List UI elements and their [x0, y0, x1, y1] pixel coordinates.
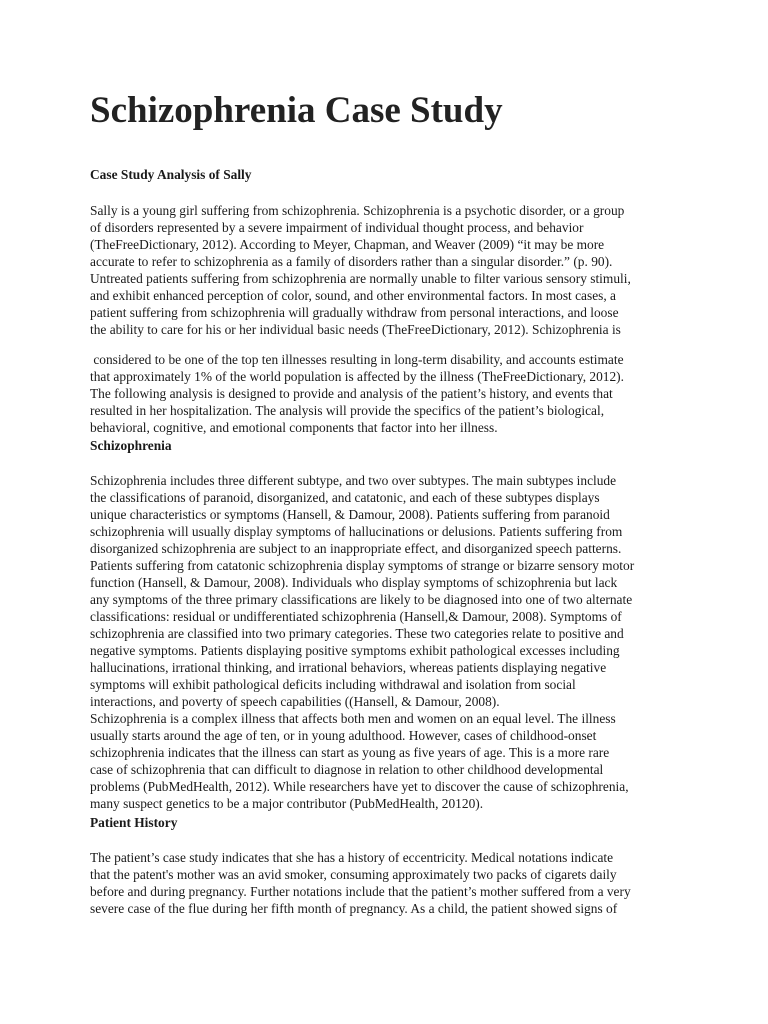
text-line: schizophrenia indicates that the illness can start as young as five years of age. This is a more rare: [90, 745, 610, 760]
text-line: resulted in her hospitalization. The analysis will provide the specifics of the patient’s biological,: [90, 403, 605, 418]
text-line: Schizophrenia is a complex illness that affects both men and women on an equal level. The illness: [90, 711, 616, 726]
text-line: of disorders represented by a severe impairment of individual thought process, and behavior: [90, 220, 584, 235]
text-line: symptoms will exhibit pathological deficits including withdrawal and isolation from social: [90, 677, 576, 692]
intro-paragraph: [90, 202, 631, 338]
text-line: accurate to refer to schizophrenia as a family of disorders rather than a singular disorder.” (p. 90).: [90, 254, 613, 269]
text-line: that approximately 1% of the world population is affected by the illness (TheFreeDictionary, 2012).: [90, 369, 624, 384]
text-line: severe case of the flue during her fifth month of pregnancy. As a child, the patient showed signs of: [90, 901, 618, 916]
text-line: negative symptoms. Patients displaying positive symptoms exhibit pathological excesses including: [90, 643, 620, 658]
overview-paragraph: [90, 351, 624, 436]
text-line: Patients suffering from catatonic schizophrenia display symptoms of strange or bizarre sensory motor: [90, 558, 635, 573]
text-line: schizophrenia will usually display symptoms of hallucinations or delusions. Patients suffering from: [90, 524, 623, 539]
text-line: The patient’s case study indicates that she has a history of eccentricity. Medical notations indicate: [90, 850, 614, 865]
text-line: Untreated patients suffering from schizophrenia are normally unable to filter various sensory stimuli,: [90, 271, 631, 286]
text-line: Schizophrenia includes three different subtype, and two over subtypes. The main subtypes include: [90, 473, 617, 488]
text-line: the ability to care for his or her individual basic needs (TheFreeDictionary, 2012). Schizophrenia is: [90, 322, 621, 337]
text-line: problems (PubMedHealth, 2012). While researchers have yet to discover the cause of schizophrenia,: [90, 779, 629, 794]
text-line: function (Hansell, & Damour, 2008). Individuals who display symptoms of schizophrenia but lack: [90, 575, 618, 590]
text-line: Sally is a young girl suffering from schizophrenia. Schizophrenia is a psychotic disorder, or a group: [90, 203, 625, 218]
text-line: The following analysis is designed to provide and analysis of the patient’s history, and events that: [90, 386, 613, 401]
schizophrenia-paragraph: [90, 472, 634, 812]
text-line: that the patent's mother was an avid smoker, consuming approximately two packs of cigarets daily: [90, 867, 617, 882]
text-line: interactions, and poverty of speech capabilities ((Hansell, & Damour, 2008).: [90, 694, 500, 709]
text-line: considered to be one of the top ten illnesses resulting in long-term disability, and accounts estimate: [90, 352, 624, 367]
text-line: unique characteristics or symptoms (Hansell, & Damour, 2008). Patients suffering from paranoid: [90, 507, 610, 522]
text-line: many suspect genetics to be a major contributor (PubMedHealth, 20120).: [90, 796, 484, 811]
text-line: any symptoms of the three primary classifications are likely to be diagnosed into one of two alternate: [90, 592, 633, 607]
text-line: case of schizophrenia that can difficult to diagnose in relation to other childhood developmental: [90, 762, 604, 777]
text-line: disorganized schizophrenia are subject to an inappropriate effect, and disorganized speech patterns.: [90, 541, 622, 556]
patient-history-paragraph: [90, 849, 631, 917]
text-line: before and during pregnancy. Further notations include that the patient’s mother suffered from a very: [90, 884, 631, 899]
text-line: (TheFreeDictionary, 2012). According to Meyer, Chapman, and Weaver (2009) “it may be more: [90, 237, 605, 252]
patient-history-heading: Patient History: [90, 815, 178, 830]
text-line: behavioral, cognitive, and emotional components that factor into her illness.: [90, 420, 498, 435]
text-line: and exhibit enhanced perception of color, sound, and other environmental factors. In most cases, a: [90, 288, 616, 303]
text-line: hallucinations, irrational thinking, and irrational behaviors, whereas patients displaying negative: [90, 660, 607, 675]
text-line: schizophrenia are classified into two primary categories. These two categories relate to positive and: [90, 626, 624, 641]
schizophrenia-heading: Schizophrenia: [90, 438, 172, 453]
text-line: usually starts around the age of ten, or in young adulthood. However, cases of childhood-onset: [90, 728, 597, 743]
subtitle-heading: Case Study Analysis of Sally: [90, 167, 252, 182]
text-line: the classifications of paranoid, disorganized, and catatonic, and each of these subtypes displays: [90, 490, 600, 505]
text-line: classifications: residual or undifferentiated schizophrenia (Hansell,& Damour, 2008). Symptoms of: [90, 609, 622, 624]
text-line: patient suffering from schizophrenia will gradually withdraw from personal interactions, and loose: [90, 305, 619, 320]
document-title: Schizophrenia Case Study: [90, 90, 503, 131]
